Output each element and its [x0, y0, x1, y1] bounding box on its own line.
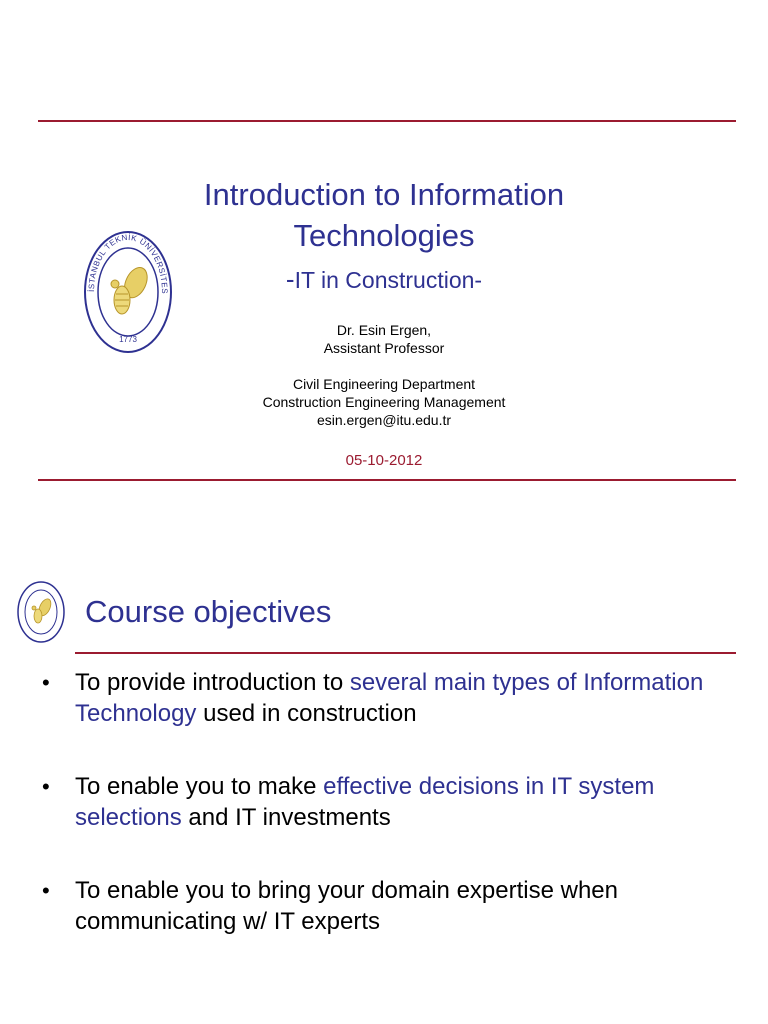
bullet-icon: • — [42, 670, 50, 695]
objective-text: To enable you to bring your domain expertise when communicating w/ IT experts — [75, 877, 618, 935]
objective-highlight-text: several main types of Information Technology — [75, 669, 704, 727]
title-line-1: Introduction to Information — [203, 177, 565, 212]
bullet-icon: • — [42, 878, 50, 903]
subtitle-dash: - — [285, 264, 295, 294]
university-seal-small-icon — [16, 580, 66, 644]
author-name: Dr. Esin Ergen, — [336, 322, 432, 338]
program: Construction Engineering Management — [262, 394, 506, 410]
objective-text: To provide introduction to — [75, 669, 350, 696]
slide-title-divider — [75, 652, 736, 654]
presentation-subtitle — [134, 264, 634, 295]
objective-item — [40, 771, 740, 833]
top-divider — [38, 120, 736, 122]
objective-text: and IT investments — [181, 804, 391, 831]
author-role: Assistant Professor — [323, 340, 445, 356]
presentation-date: 05-10-2012 — [345, 452, 423, 469]
svg-text:İSTANBUL TEKNİK ÜNİVERSİTESİ: İSTANBUL TEKNİK ÜNİVERSİTES — [86, 232, 170, 295]
department: Civil Engineering Department — [292, 376, 476, 392]
presentation-title — [134, 174, 634, 256]
affiliation-block — [134, 375, 634, 429]
bullet-icon: • — [42, 774, 50, 799]
objective-item — [40, 667, 740, 729]
author-block — [134, 321, 634, 357]
subtitle-text: IT in Construction- — [294, 267, 483, 293]
objectives-list — [40, 667, 740, 979]
bottom-divider — [38, 479, 736, 481]
svg-text:1773: 1773 — [119, 335, 137, 344]
objective-text: To enable you to make — [75, 773, 324, 800]
objective-highlight-text: effective decisions in IT system selections — [75, 773, 655, 831]
slide-title: Course objectives — [85, 594, 332, 629]
objective-text: used in construction — [196, 700, 417, 727]
title-line-2: Technologies — [293, 218, 475, 253]
email: esin.ergen@itu.edu.tr — [316, 412, 452, 428]
objective-item — [40, 875, 740, 937]
